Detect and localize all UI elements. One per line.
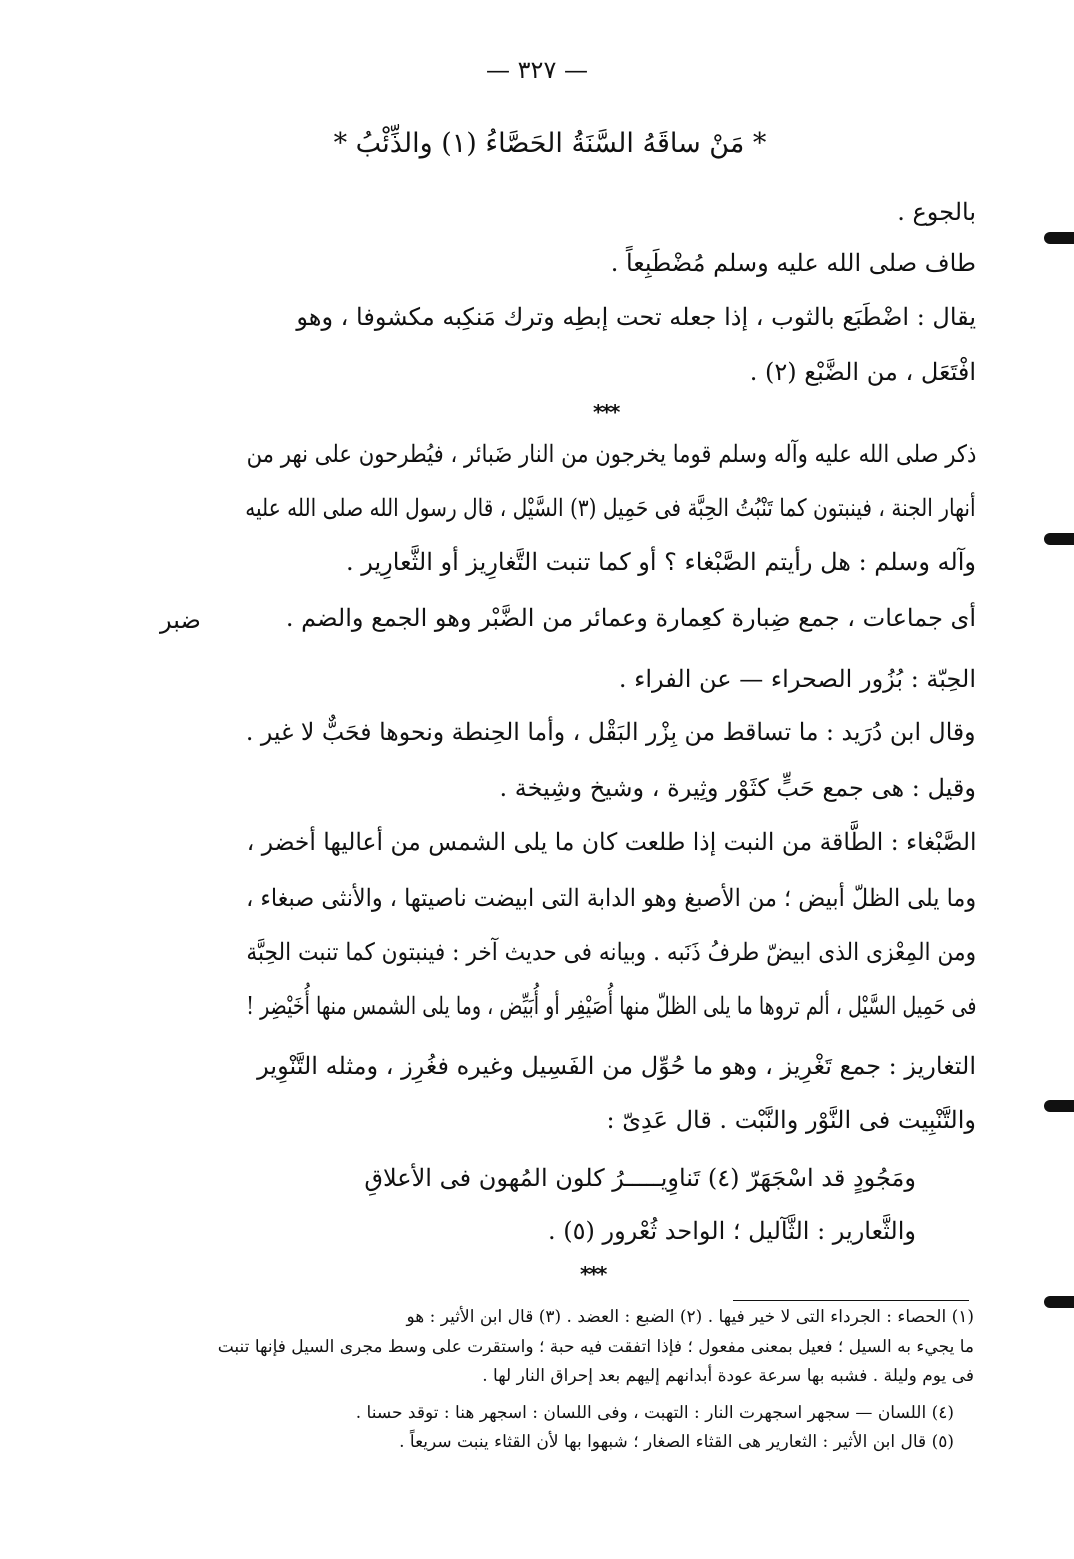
- body-line: التغاريز : جمع تَغْرِيز ، وهو ما حُوِّل من الفَسِيل وغيره فغُرِز ، ومثله التَّنْوِير: [257, 1052, 976, 1080]
- body-line: أنهار الجنة ، فينبتون كما تَنْبُتُ الحِبَّة فى حَمِيل (٣) السَّيْل ، قال رسول الله صلى الله عليه: [245, 494, 976, 522]
- section-heading: * مَنْ ساقَهُ السَّنَةُ الحَصَّاءُ (١) والذِّئْبُ *: [333, 128, 767, 159]
- body-line: وقال ابن دُرَيد : ما تساقط من بِزْر البَقْل ، وأما الحِنطة ونحوها فحَبٌّ لا غير .: [246, 718, 976, 746]
- body-line: والثَّعارير : الثَّآليل ؛ الواحد ثُعْرور (٥) .: [547, 1217, 916, 1245]
- body-line: وما يلى الظلّ أبيض ؛ من الأصبغ وهو الدابة التى ابيضت ناصيتها ، والأنثى صبغاء ،: [245, 884, 976, 912]
- page-edge-mark: [1044, 533, 1074, 545]
- page-edge-mark: [1044, 1296, 1074, 1308]
- footnote-line: (٤) اللسان — سجهر اسجهرت النار : التهبت ، وفى اللسان : اسجهر هنا : توقد حسنا .: [355, 1403, 954, 1423]
- page-edge-mark: [1044, 232, 1074, 244]
- body-line: افْتَعَل ، من الضَّبْع (٢) .: [749, 358, 976, 386]
- body-line: الصَّبْغاء : الطَّاقة من النبت إذا طلعت كان ما يلى الشمس من أعاليها أخضر ،: [246, 828, 976, 856]
- footnote-line: فى يوم وليلة . فشبه بها سرعة عودة أبدانهم إليهم بعد إحراق النار لها .: [482, 1366, 974, 1386]
- body-line: الحِبّة : بُزُور الصحراء — عن الفراء .: [618, 665, 976, 693]
- body-line: وقيل : هى جمع حَبٍّ كثَوْر وثِيرة ، وشيخ وشِيخة .: [499, 774, 976, 802]
- body-line: والتَّنْبِيت فى النَّوْر والنَّبْت . قال عَدِىّ :: [606, 1106, 976, 1134]
- body-line: بالجوع .: [897, 198, 976, 226]
- footnotes: [194, 0, 974, 1559]
- body-line: أى جماعات ، جمع ضِبارة كعِمارة وعمائر من الضَّبْر وهو الجمع والضم .: [285, 604, 976, 632]
- body-line: يقال : اضْطَبَع بالثوب ، إذا جعله تحت إبطِه وترك مَنكِبه مكشوفا ، وهو: [296, 303, 976, 331]
- footnote-line: ما يجيء به السيل ؛ فعيل بمعنى مفعول ؛ فإذا اتفقت فيه حبة ؛ واستقرت على وسط مجرى السيل فإنها تنبت: [217, 1337, 974, 1357]
- body-line: طاف صلى الله عليه وسلم مُضْطَبِعاً .: [610, 249, 976, 277]
- margin-keyword: ضبر: [160, 606, 201, 634]
- section-separator: ***: [580, 1262, 606, 1286]
- poetry-line: ومَجُودٍ قد اسْجَهَرّ (٤) تَناوِيـــــرُ كلون المُهون فى الأعلاقِ: [364, 1164, 916, 1192]
- page-edge-mark: [1044, 1100, 1074, 1112]
- body-line: ذكر صلى الله عليه وآله وسلم قوما يخرجون من النار ضَبائر ، فيُطرحون على نهر من: [246, 440, 976, 468]
- body-line: وآله وسلم : هل رأيتم الصَّبْغاء ؟ أو كما تنبت التَّغارِيز أو الثَّعارِير .: [346, 548, 976, 576]
- footnote-line: (١) الحصاء : الجرداء التى لا خير فيها . (٢) الضبع : العضد . (٣) قال ابن الأثير : هو: [406, 1307, 974, 1327]
- page-number: — ٣٢٧ —: [486, 56, 588, 84]
- body-line: ومن المِعْزى الذى ابيضّ طرفُ ذَنَبه . وبيانه فى حديث آخر : فينبتون كما تنبت الحِبَّة: [246, 938, 976, 966]
- body-line: فى حَمِيل السَّيْل ، ألم تروها ما يلى الظلّ منها أُصَيْفِر أو أُبَيِّض ، وما يلى الشمس منها أُخَيْضِر !: [245, 992, 976, 1020]
- section-separator: ***: [593, 400, 619, 424]
- footnote-line: (٥) قال ابن الأثير : الثعارير هى القثاء الصغار ؛ شبهوا بها لأن القثاء ينبت سريعاً .: [399, 1432, 954, 1452]
